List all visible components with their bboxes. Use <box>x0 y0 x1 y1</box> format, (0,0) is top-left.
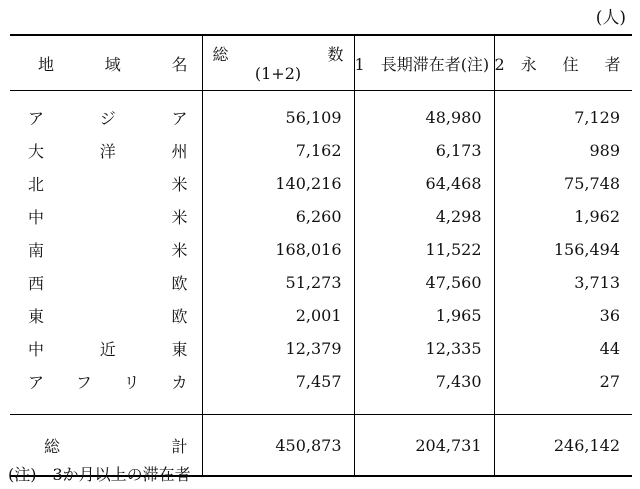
table-row <box>10 332 632 365</box>
long-stay-cell: 6,173 <box>354 134 494 167</box>
permanent-cell: 3,713 <box>494 266 632 299</box>
region-cell <box>10 299 202 332</box>
region-cell <box>10 332 202 365</box>
region-char: 大 <box>28 142 45 161</box>
region-char: 米 <box>171 241 188 260</box>
region-char: 欧 <box>171 274 188 293</box>
region-char: 東 <box>171 340 188 359</box>
region-header-char: 地 <box>38 54 55 74</box>
region-char: 州 <box>171 142 188 161</box>
table-row <box>10 200 632 233</box>
region-cell <box>10 266 202 299</box>
footnote <box>8 462 191 485</box>
permanent-cell: 156,494 <box>494 233 632 266</box>
long-stay-cell: 48,980 <box>354 101 494 134</box>
long-stay-cell: 11,522 <box>354 233 494 266</box>
region-char: 中 <box>28 340 45 359</box>
region-char: 洋 <box>99 142 116 161</box>
grand-total-cell: 450,873 <box>202 415 354 477</box>
permanent-cell: 44 <box>494 332 632 365</box>
region-cell <box>10 200 202 233</box>
permanent-cell: 7,129 <box>494 101 632 134</box>
region-cell <box>10 365 202 398</box>
total-cell: 168,016 <box>202 233 354 266</box>
region-cell <box>10 101 202 134</box>
long-stay-cell: 4,298 <box>354 200 494 233</box>
region-char: 西 <box>28 274 45 293</box>
region-header <box>10 35 202 91</box>
permanent-header-char: 住 <box>562 54 579 74</box>
total-label-char: 総 <box>44 436 61 456</box>
region-char: 東 <box>28 307 45 326</box>
total-cell: 6,260 <box>202 200 354 233</box>
total-cell: 12,379 <box>202 332 354 365</box>
region-char: ジ <box>99 109 116 128</box>
table-row <box>10 167 632 200</box>
unit-label: (人) <box>595 8 626 28</box>
region-char: 北 <box>28 175 45 194</box>
region-cell <box>10 167 202 200</box>
permanent-cell: 75,748 <box>494 167 632 200</box>
total-header-right: 数 <box>327 45 344 64</box>
total-cell: 7,457 <box>202 365 354 398</box>
total-header <box>202 35 354 91</box>
total-cell: 2,001 <box>202 299 354 332</box>
region-char: カ <box>171 373 188 392</box>
permanent-header <box>494 35 632 91</box>
table-row <box>10 101 632 134</box>
region-char: フ <box>75 373 92 392</box>
region-char: リ <box>123 373 140 392</box>
region-cell <box>10 134 202 167</box>
long-stay-header-number: 1 <box>354 54 365 74</box>
region-char: 米 <box>171 175 188 194</box>
total-header-sub: (1+2) <box>254 64 302 83</box>
permanent-cell: 1,962 <box>494 200 632 233</box>
permanent-cell: 36 <box>494 299 632 332</box>
total-cell: 56,109 <box>202 101 354 134</box>
region-cell <box>10 233 202 266</box>
region-char: ア <box>28 373 45 392</box>
permanent-header-char: 永 <box>520 54 537 74</box>
region-header-char: 域 <box>104 54 121 74</box>
long-stay-header-label: 長期滞在者(注) <box>380 54 490 74</box>
total-header-left: 総 <box>212 45 229 64</box>
permanent-header-number: 2 <box>494 54 505 74</box>
long-stay-cell: 7,430 <box>354 365 494 398</box>
region-char: 欧 <box>171 307 188 326</box>
region-header-char: 名 <box>171 54 188 74</box>
total-cell: 51,273 <box>202 266 354 299</box>
long-stay-header <box>354 35 494 91</box>
footnote-text: 3か月以上の滞在者 <box>52 465 191 484</box>
total-cell: 7,162 <box>202 134 354 167</box>
long-stay-cell: 1,965 <box>354 299 494 332</box>
region-char: 近 <box>99 340 116 359</box>
long-stay-cell: 12,335 <box>354 332 494 365</box>
long-stay-cell: 64,468 <box>354 167 494 200</box>
grand-long-stay-cell: 204,731 <box>354 415 494 477</box>
grand-permanent-cell: 246,142 <box>494 415 632 477</box>
table-row <box>10 233 632 266</box>
permanent-header-char: 者 <box>604 54 621 74</box>
region-char: 南 <box>28 241 45 260</box>
permanent-cell: 27 <box>494 365 632 398</box>
long-stay-cell: 47,560 <box>354 266 494 299</box>
region-char: ア <box>28 109 45 128</box>
table-row <box>10 299 632 332</box>
footnote-label: (注) <box>8 465 37 484</box>
table-row <box>10 266 632 299</box>
total-label-char: 計 <box>171 436 188 456</box>
region-char: ア <box>171 109 188 128</box>
table-row <box>10 365 632 398</box>
table-body <box>10 91 632 415</box>
region-char: 米 <box>171 208 188 227</box>
total-cell: 140,216 <box>202 167 354 200</box>
header-row <box>10 35 632 91</box>
region-char: 中 <box>28 208 45 227</box>
table-row <box>10 134 632 167</box>
permanent-cell: 989 <box>494 134 632 167</box>
statistics-table <box>10 34 632 477</box>
